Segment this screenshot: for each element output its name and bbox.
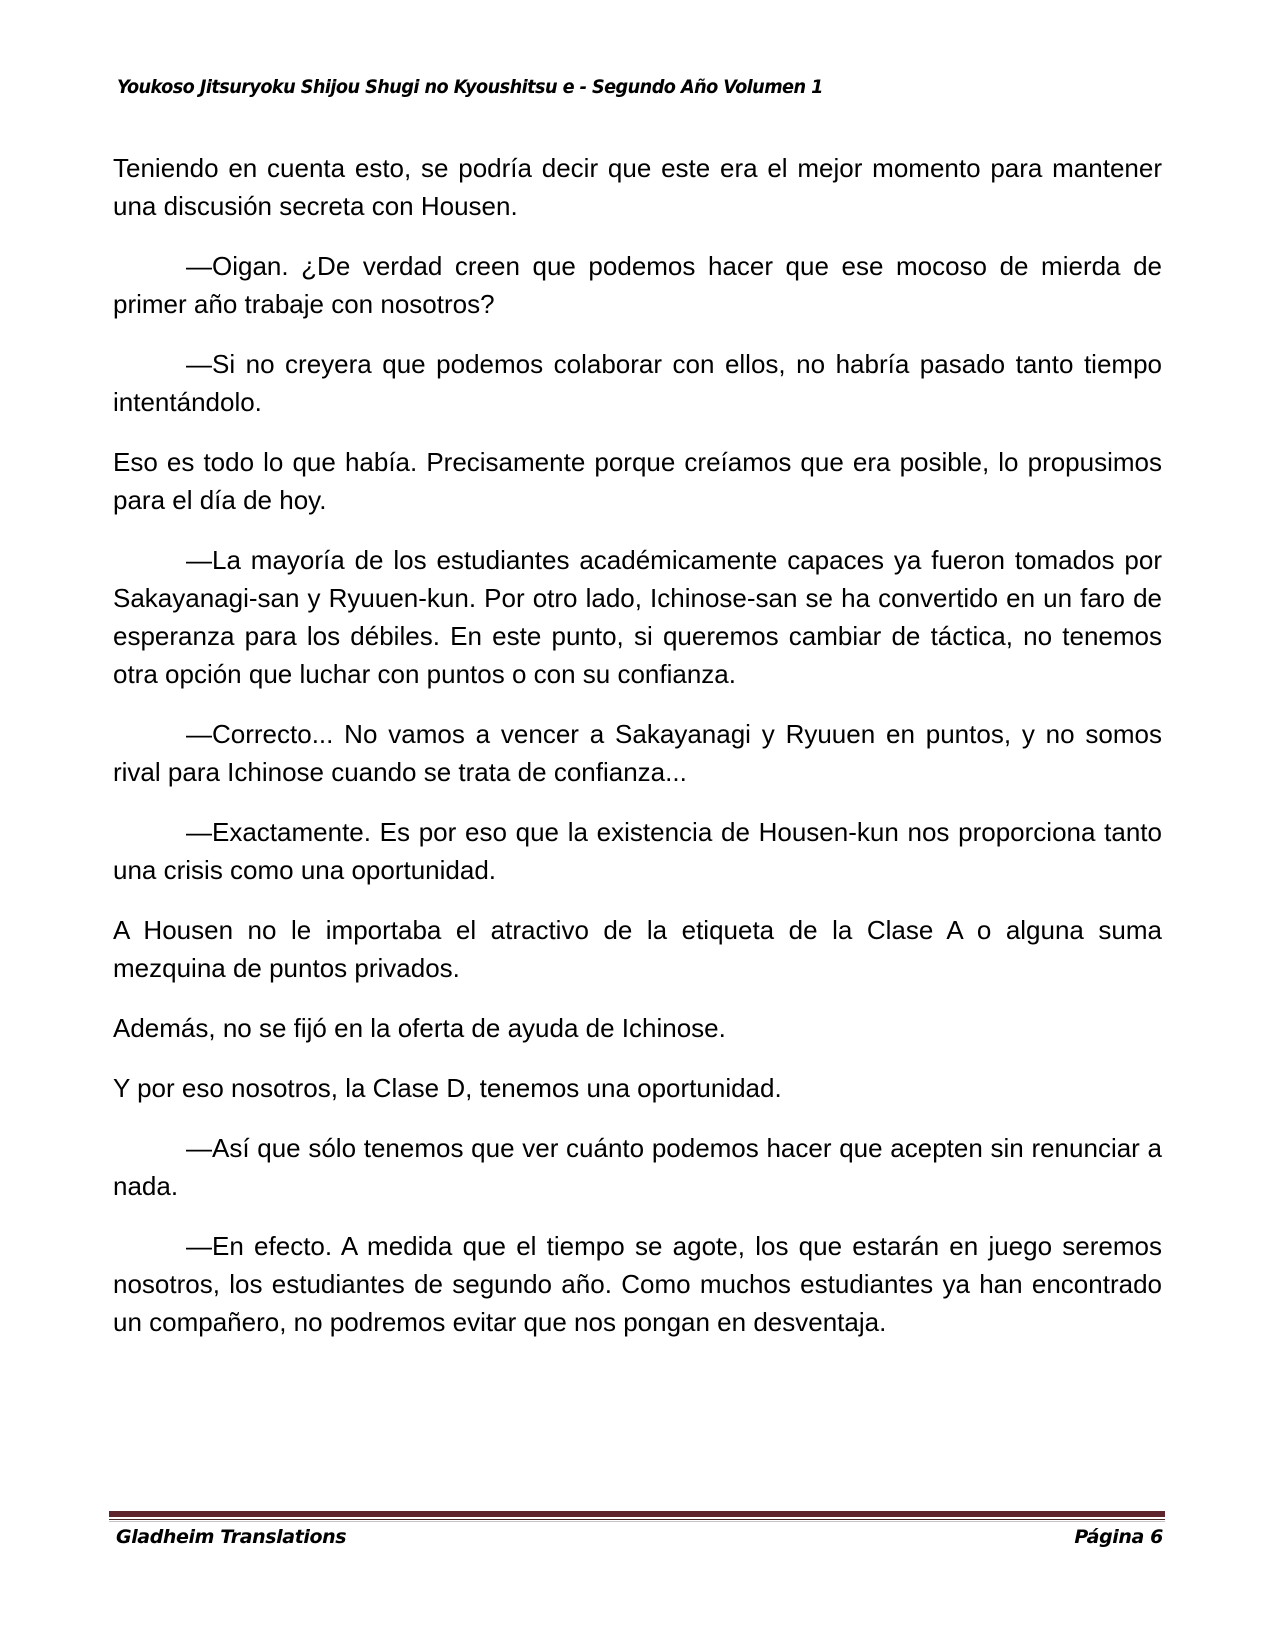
dialogue-paragraph: —Correcto... No vamos a vencer a Sakayanagi y Ryuuen en puntos, y no somos rival para Ichinose cuando se trata de confianza... (113, 719, 1162, 787)
page-body (113, 149, 1162, 1363)
dialogue-paragraph: —Así que sólo tenemos que ver cuánto podemos hacer que acepten sin renunciar a nada. (113, 1133, 1162, 1201)
paragraph: A Housen no le importaba el atractivo de la etiqueta de la Clase A o alguna suma mezquina de puntos privados. (113, 915, 1162, 983)
footer-page-number: Página 6 (1074, 1526, 1163, 1548)
footer-rule-thin (109, 1519, 1165, 1520)
paragraph: Además, no se fijó en la oferta de ayuda de Ichinose. (113, 1013, 726, 1043)
dialogue-paragraph: —La mayoría de los estudiantes académicamente capaces ya fueron tomados por Sakayanagi-san y Ryuuen-kun. Por otro lado, Ichinose-san se ha convertido en un faro de esperanza para los débiles. En este punto, si queremos cambiar de táctica, no tenemos otra opción que luchar con puntos o con su confianza. (113, 545, 1162, 689)
dialogue-paragraph: —Si no creyera que podemos colaborar con ellos, no habría pasado tanto tiempo intentándolo. (113, 349, 1162, 417)
dialogue-paragraph: —En efecto. A medida que el tiempo se agote, los que estarán en juego seremos nosotros, los estudiantes de segundo año. Como muchos estudiantes ya han encontrado un compañero, no podremos evitar que nos pongan en desventaja. (113, 1231, 1162, 1337)
footer-rule-shadow (109, 1521, 1165, 1522)
paragraph: Eso es todo lo que había. Precisamente porque creíamos que era posible, lo propusimos para el día de hoy. (113, 447, 1162, 515)
dialogue-paragraph: —Oigan. ¿De verdad creen que podemos hacer que ese mocoso de mierda de primer año trabaje con nosotros? (113, 251, 1162, 319)
footer-translator-credit: Gladheim Translations (116, 1526, 347, 1548)
paragraph: Teniendo en cuenta esto, se podría decir que este era el mejor momento para mantener una discusión secreta con Housen. (113, 153, 1162, 221)
paragraph: Y por eso nosotros, la Clase D, tenemos una oportunidad. (113, 1073, 782, 1103)
dialogue-paragraph: —Exactamente. Es por eso que la existencia de Housen-kun nos proporciona tanto una crisis como una oportunidad. (113, 817, 1162, 885)
footer-rule (109, 1511, 1165, 1517)
running-header: Youkoso Jitsuryoku Shijou Shugi no Kyoushitsu e - Segundo Año Volumen 1 (117, 76, 823, 98)
